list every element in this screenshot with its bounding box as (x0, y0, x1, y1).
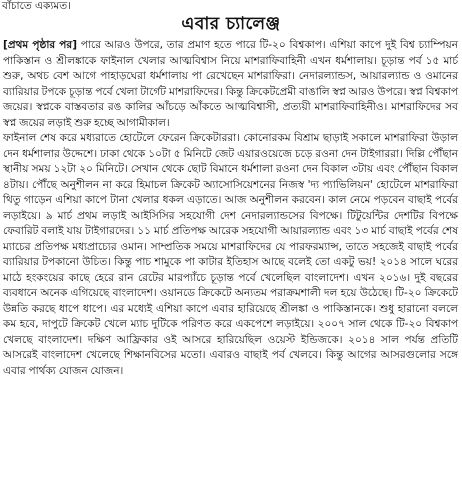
paragraph-text: ফাইনাল শেষ করে মধ্যরাতে হোটেলে ফেরেন ক্রিকেটাররা। কোনোরকম বিশ্রাম ছাড়াই সকালে মাশরাফিরা উড়াল দেন ধর্মশালার উদ্দেশে। ঢাকা থেকে ১০টা ৫ মিনিটে জেট এয়ারওয়েজে চড়ে রওনা দেন টাইগাররা। দিল্লি পৌঁছান স্থানীয় সময় ১২টা ২০ মিনিটে। সেখান থেকে ছোট বিমানে ধর্মশালা রওনা দেন বিকাল ৩টায় এবং পৌঁছান বিকাল ৪টায়। পৌঁছে অনুশীলন না করে হিমাচল ক্রিকেট অ্যাসোসিয়েশনের নিজস্ব 'দ্য প্যাভিলিয়ন' হোটেলে মাশরাফিরা থিতু গাড়েন এশিয়া কাপে টানা খেলার ধকল এড়াতে। আজ অনুশীলন করবেন। কাল নেমে পড়বেন বাছাই পর্বের লড়াইয়ে। ৯ মার্চ প্রথম লড়াই আইসিসির সহযোগী দেশ নেদারল্যান্ডসের বিপক্ষে। টিটুয়েন্টির দেশটির বিপক্ষে ফেবারিট বলাই যায় টাইগারদের। ১১ মার্চ প্রতিপক্ষ আরেক সহযোগী আয়ারল্যান্ড এবং ১৩ মার্চ বাছাই পর্বের শেষ ম্যাচের প্রতিপক্ষ মধ্যপ্রাচ্যের ওমান। সাম্প্রতিক সময়ে মাশরাফিদের যে পারফরম্যান্স, তাতে সহজেই বাছাই পর্বের ব্যারিয়ার টপকানো উচিত। কিন্তু পাচ শামুকে পা কাটার ইতিহাস আছে বলেই তো একটু ভয়! ২০১৪ সালে ঘরের মাঠে হংকংয়ের কাছে হেরে রান রেটের মারপ্যাঁচে চূড়ান্ত পর্বে খেলেছিল বাংলাদেশ। এখন ২০১৬। দুই বছরের ব্যবধানে অনেক এগিয়েছে বাংলাদেশ। ওয়ানডে ক্রিকেটে অন্যতম পরাক্রমশালী দল হয়ে উঠেছে। টি-২০ ক্রিকেটে উন্নতি করছে ধাপে ধাপে। এর মধ্যেই এশিয়া কাপে এবার হারিয়েছে শ্রীলঙ্কা ও পাকিস্তানকে। শুধু হারানো বললে কম হবে, দাপুটে ক্রিকেট খেলে ম্যাচ দুটিকে পরিণত করে একপেশে লড়াইয়ে। ২০০৭ সাল থেকে টি-২০ বিশ্বকাপ খেলছে বাংলাদেশ। দক্ষিণ আফ্রিকার ওই আসরে হারিয়েছিল ওয়েস্ট ইন্ডিজকে। ২০১৪ সাল পর্যন্ত প্রতিটি আসরেই বাংলাদেশ খেলেছে শিক্ষানবিসের মতো। এবারও বাছাই পর্ব খেলবে। কিন্তু আগের আসরগুলোর সঙ্গে এবার পার্থক্য যোজন যোজন। (3, 132, 458, 377)
article-paragraph (3, 38, 458, 131)
paragraph-text: পারে আরও উপরে, তার প্রমাণ হতে পারে টি-২০ বিশ্বকাপ। এশিয়া কাপে দুই বিশ্ব চ্যাম্পিয়ন পাকিস্তান ও শ্রীলঙ্কাকে ফাইনাল খেলার আত্মবিশ্বাস নিয়ে মাশরাফিবাহিনী এখন ধর্মশালায়। চূড়ান্ত পর্ব ১৫ মার্চ শুরু, অথচ বেশ আগে পাহাড়ঘেরা ধর্মশালায় পা রেখেছেন মাশরাফিরা। নেদারল্যান্ডস, আয়ারল্যান্ড ও ওমানের ব্যারিয়ার টপকে চূড়ান্ত পর্বে খেলা টার্গেট মাশরাফিদের। কিন্তু ক্রিকেটপ্রেমী বাঙালি স্বপ্ন আরও উপরে। স্বপ্ন বিশ্বকাপ জয়ের। স্বপ্নকে বাস্তবতার রঙ কালির আঁচড়ে আঁকতে আত্মবিশ্বাসী, প্রত্যয়ী মাশরাফিবাহিনীও। মাশরাফিদের সব স্বপ্ন জয়ের লড়াই শুরু হচ্ছে আগামীকাল। (3, 39, 458, 129)
article-headline: এবার চ্যালেঞ্জ (181, 14, 281, 34)
article-paragraph (3, 131, 458, 379)
continuation-label: [প্রথম পৃষ্ঠার পর] (3, 39, 77, 51)
previous-article-fragment: বাঁচাতে এক্যমত। (2, 0, 71, 12)
article-body (3, 38, 458, 484)
